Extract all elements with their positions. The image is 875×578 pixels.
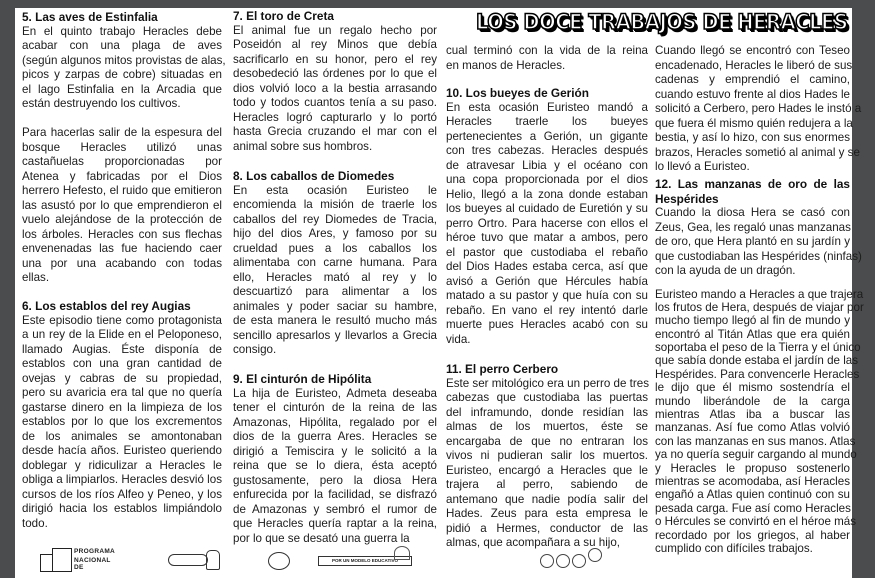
text-line: vivos ni pudieran salir los muertos.	[446, 449, 648, 462]
text-line: mientras Atlas iba a buscar las	[655, 408, 850, 422]
heading-line: 12. Las manzanas de oro de las	[655, 177, 850, 191]
text-line: obliga a limpiarlos. Heracles desvió los	[22, 473, 222, 486]
section	[22, 10, 226, 286]
text-line: Atenea y fabricadas por el Dios	[22, 169, 222, 183]
text-line: en manos de Heracles.	[446, 58, 566, 72]
text-line: bestia, y así lo hizo, con sus enormes	[655, 131, 850, 144]
text-line: pidió a Hermes, conductor de las	[446, 521, 648, 535]
text-line: ellas.	[22, 271, 50, 284]
text-line: cuando estuvo frente al dios Hades le	[655, 87, 850, 101]
text-line: Heracles logró capturarlo y lo portó	[233, 110, 437, 124]
text-line: Cuando llegó se encontró con Teseo	[655, 44, 850, 57]
text-line: doblegar y ridiculizar a Heracles le	[22, 458, 222, 472]
section-heading	[655, 177, 850, 206]
text-line: con tres cabezas. Heracles después	[446, 144, 648, 157]
text-line: de Amazonas y sembró el rumor de	[233, 502, 437, 516]
text-line: las asustó por lo que emprendieron el	[22, 198, 222, 212]
text-line: perro Ortro. Para hacerse con ellos el	[446, 216, 648, 230]
text-line: sencillo apresarlos y llevarlos a Grecia	[233, 328, 437, 342]
text-line: crueldad pues a los caballos los	[233, 241, 437, 255]
text-line: están destruyendo los cultivos.	[22, 97, 181, 110]
heading-line: 7. El toro de Creta	[233, 9, 334, 23]
text-line: los árboles. Heracles con sus flechas	[22, 227, 222, 241]
paragraph	[446, 377, 648, 551]
text-line: bosque Heracles utilizó unas	[22, 140, 222, 154]
text-line: Cuando la diosa Hera se casó con	[655, 206, 850, 219]
text-line: todo y todos cuantos tenía a su paso.	[233, 96, 437, 109]
text-line: con la ayuda de un dragón.	[655, 264, 796, 277]
text-line: pesada carga. Fue así como Heracles	[655, 501, 851, 515]
section-heading	[22, 299, 222, 314]
heading-line: 9. El cinturón de Hipólita	[233, 372, 372, 386]
paragraph	[22, 314, 222, 532]
text-line: enfurecida por la facilidad, se disfrazó	[233, 488, 437, 501]
text-line: de atravesar Libia y el océano con	[446, 158, 648, 172]
section	[233, 372, 437, 546]
heading-line: Hespérides	[655, 191, 719, 206]
text-line: envenenadas las fue haciendo caer	[22, 242, 222, 255]
logo-square-icon	[52, 548, 72, 572]
text-line: dirigió hacia los establos limpiándolo	[22, 502, 222, 515]
text-line: mucho tiempo llegó al fin de mundo y	[655, 314, 850, 328]
text-line: avisó a Gerión que Hércules había	[446, 274, 648, 288]
text-line: dirigió a Temiscira y le solicitó a la	[233, 444, 437, 458]
text-line: hasta Grecia cruzando el mar con el	[233, 125, 437, 138]
text-line: del Dios Hades estaba cerca, así que	[446, 260, 648, 273]
text-line: ovejas y cabras de su propiedad,	[22, 371, 222, 385]
text-line: Este episodio tiene como protagonista	[22, 313, 222, 327]
text-line: de esta manera le resultó mucho más	[233, 314, 437, 327]
text-line: manzanas. Así fue como Atlas volvió	[655, 421, 850, 435]
text-line: tener el cinturón de la reina de las	[233, 401, 437, 414]
heading-line: 11. El perro Cerbero	[446, 362, 559, 376]
cartoon-logo	[168, 550, 220, 568]
text-line: ello, Heracles mató al rey y lo	[233, 270, 437, 284]
text-line: sacrificarlo en su honor, pero el rey	[233, 52, 437, 66]
paragraph	[233, 184, 437, 358]
text-line: En esta ocasión Euristeo le	[233, 183, 437, 197]
text-line: Euristeo mando a Heracles a que trajera	[655, 287, 864, 301]
paragraph	[446, 101, 648, 348]
text-line: En el quinto trabajo Heracles debe	[22, 24, 222, 38]
text-line: dios volvió loco a la bestia arrasando	[233, 81, 437, 95]
text-line: engañó a Atlas quien continuó con su	[655, 488, 850, 502]
text-line: cual terminó con la vida de la reina	[446, 44, 648, 57]
text-line: recordado por los griegos, al haber	[655, 528, 850, 542]
section-heading	[233, 169, 437, 184]
text-line: los bueyes al cuidado de Euretión y su	[446, 202, 648, 215]
paragraph	[233, 387, 437, 547]
page-title-text: LOS DOCE TRABAJOS DE HERACLES	[476, 10, 848, 34]
text-line: Hespérides. Para convencerle Heracles	[655, 367, 860, 381]
text-line: picos y zarpas de cobre) situadas en	[22, 68, 222, 81]
text-line: Zeus, Gea, les regaló unas manzanas	[655, 220, 851, 234]
section	[446, 44, 648, 73]
text-line: descuartizó para alimentar a los	[233, 285, 437, 298]
text-line: almas de los muertos, éste se	[446, 420, 648, 433]
text-line: encomienda la misión de traerle los	[233, 198, 437, 211]
text-line: una copa proporcionada por el dios	[446, 173, 648, 186]
text-line: establos por lo que los excrementos	[22, 415, 222, 428]
text-line: una por una acabando con todas	[22, 256, 222, 270]
text-line: Heracles traerle los bueyes	[446, 115, 648, 128]
text-line: pero su avaricia era tal que no quería	[22, 386, 222, 399]
text-line: La hija de Euristeo, Admeta deseaba	[233, 386, 437, 400]
text-line: consigo.	[233, 343, 277, 356]
text-line: soportaba el peso de la Tierra y el único	[655, 341, 861, 355]
paragraph	[446, 44, 648, 73]
logo-shape	[168, 554, 208, 566]
text-line: brazos, Heracles sometió al animal y se	[655, 145, 860, 159]
logo-text: POR UN MODELO EDUCATIVO	[318, 556, 412, 566]
apple-icon	[268, 552, 290, 570]
heading-line: 5. Las aves de Estinfalia	[22, 10, 158, 24]
text-line: desde hacía años. Euristeo queriendo	[22, 444, 222, 457]
section-heading	[233, 372, 437, 387]
text-line: mientras se acomodaba, así Heracles	[655, 474, 850, 488]
section	[233, 169, 437, 358]
text-line: Poseidón al rey Minos que debía	[233, 38, 437, 51]
text-line: le dijo que él mismo sostendría el	[655, 381, 850, 395]
text-line: alimentaba con carne humana. Para	[233, 256, 437, 269]
text-line: a un rey de la Elide en el Peloponeso,	[22, 328, 222, 341]
text-line: que sabía donde estaba el jardín de las	[655, 354, 859, 368]
text-line: mundo liberándole de la carga	[655, 394, 850, 408]
paragraph	[655, 44, 862, 175]
text-line: el lago Estinfalia en la Arcadia que	[22, 82, 222, 96]
text-line: de oro, que Hera plantó en su jardín y	[655, 235, 850, 248]
text-line: encadenado, Heracles le liberó de sus	[655, 58, 853, 72]
section	[655, 177, 864, 555]
text-line: hijo del dios Ares, y famoso por su	[233, 227, 437, 240]
text-line: el pastor que custodiaba el rebaño	[446, 245, 648, 259]
text-line: Helio, llegó a la zona donde estaban	[446, 187, 648, 201]
text-line: ya no quería seguir cargando al mundo	[655, 448, 857, 462]
text-line: lo llevó a Euristeo.	[655, 160, 750, 173]
section	[22, 299, 222, 531]
text-line: llamado Augias. Éste disponía de	[22, 342, 222, 356]
text-line: los frutos de Hera, después de viajar por	[655, 300, 864, 314]
text-line: gustosamente, pero la diosa Hera	[233, 473, 437, 487]
text-line: o Hércules se convirtó en el héroe más	[655, 515, 857, 529]
heading-line: 8. Los caballos de Diomedes	[233, 169, 395, 183]
kids-illustration	[540, 548, 602, 568]
text-line: rebaño. En vano el rey intentó darle	[446, 303, 648, 317]
section-heading	[446, 362, 648, 377]
text-line: cumplido con difíciles trabajos.	[655, 541, 813, 555]
logo-figure-icon	[206, 550, 220, 570]
page-title	[476, 10, 846, 38]
paragraph	[233, 24, 437, 155]
section	[446, 86, 648, 347]
kid-face-icon	[572, 554, 586, 568]
kid-face-icon	[540, 554, 554, 568]
text-line: Amazonas, Hipólita, regalado por el	[233, 415, 437, 429]
section-heading	[22, 10, 222, 25]
text-line: que fuera él mismo quién redujera a la	[655, 116, 853, 130]
kid-face-icon	[556, 554, 570, 568]
text-line: caballos del rey Diomedes de Tracia,	[233, 212, 437, 226]
text-line: héroe tuvo que matar a ambos, pero	[446, 231, 648, 244]
text-line: con las manzanas en sus manos. Atlas	[655, 434, 856, 448]
paragraph	[655, 206, 862, 279]
logo-text: PROGRAMA	[74, 548, 116, 555]
text-line: encargaba de que no entraran los	[446, 434, 648, 448]
paragraph	[22, 24, 226, 112]
text-line: antemano que nadie podía salir del	[446, 492, 648, 506]
paragraph	[655, 287, 864, 556]
text-line: reina que se lo diera, ésta aceptó	[233, 459, 437, 472]
text-line: castañuelas proporcionadas por	[22, 155, 222, 168]
text-line: pertenecientes a Gerión, un gigante	[446, 129, 648, 143]
text-line: solicitó a Cerbero, pero Hades le instó a	[655, 102, 862, 115]
text-line: Hades. Zeus para esta empresa le	[446, 507, 648, 520]
text-line: cursos de los ríos Alfeo y Peneo, y los	[22, 487, 222, 501]
text-line: almas, que acompañara a su hijo,	[446, 536, 621, 549]
text-line: trajera al perro, sabiendo de	[446, 478, 648, 491]
text-line: cabezas que custodiaba las puertas	[446, 391, 648, 404]
text-line: animal sobre sus hombros.	[233, 139, 373, 153]
text-line: de los animales se amontonaban	[22, 429, 222, 443]
text-line: (según algunos mitos provistas de alas,	[22, 53, 226, 67]
kid-face-icon	[588, 548, 602, 562]
text-line: por lo que se desató una guerra la	[233, 531, 410, 545]
paragraph	[22, 126, 222, 286]
text-line: El animal fue un regalo hecho por	[233, 23, 437, 37]
text-line: vida.	[446, 332, 471, 346]
text-line: Este ser mitológico era un perro de tres	[446, 376, 649, 390]
text-line: encontró al Titán Atlas que era quién	[655, 327, 850, 341]
text-line: Euristeo, encargó a Heracles que le	[446, 463, 648, 477]
text-line: vuelo alejándose de la protección de	[22, 213, 222, 226]
section	[446, 362, 648, 551]
text-line: muerte pues Heracles acabó con su	[446, 318, 648, 331]
text-line: que Heracles quería raptar a la reina,	[233, 517, 437, 530]
section-heading	[233, 9, 437, 24]
hand-icon	[394, 546, 410, 560]
text-line: En esta ocasión Euristeo mandó a	[446, 100, 648, 114]
heading-line: 10. Los bueyes de Gerión	[446, 86, 589, 100]
logo-text: NACIONAL DE	[74, 557, 111, 571]
programa-nacional-logo	[40, 548, 120, 570]
text-line: matado a su pastor y que huía con su	[446, 289, 648, 302]
text-line: gastarse dinero en la limpieza de los	[22, 400, 222, 414]
text-line: Para hacerlas salir de la espesura del	[22, 126, 222, 139]
section	[655, 44, 862, 175]
section-heading	[446, 86, 648, 101]
text-line: acabar con una plaga de aves	[22, 39, 222, 52]
text-line: dios de la guerra Ares. Heracles se	[233, 430, 437, 443]
heading-line: 6. Los establos del rey Augias	[22, 299, 191, 313]
text-line: herrero Hefesto, el ruido que emitieron	[22, 184, 222, 197]
text-line: del inframundo, donde residían las	[446, 405, 648, 419]
text-line: que custodiaban las Hespérides (ninfas)	[655, 249, 862, 263]
text-line: todo.	[22, 516, 48, 530]
text-line: y Heracles le propuso sostenerlo	[655, 461, 850, 475]
text-line: establos con una gran cantidad de	[22, 357, 222, 370]
text-line: desobedeció las órdenes por lo que el	[233, 67, 437, 80]
text-line: animales y poder saciar su hambre,	[233, 299, 437, 313]
text-line: cadenas y emprendió el camino,	[655, 73, 850, 86]
modelo-educativo-logo	[268, 552, 413, 568]
section	[233, 9, 437, 154]
